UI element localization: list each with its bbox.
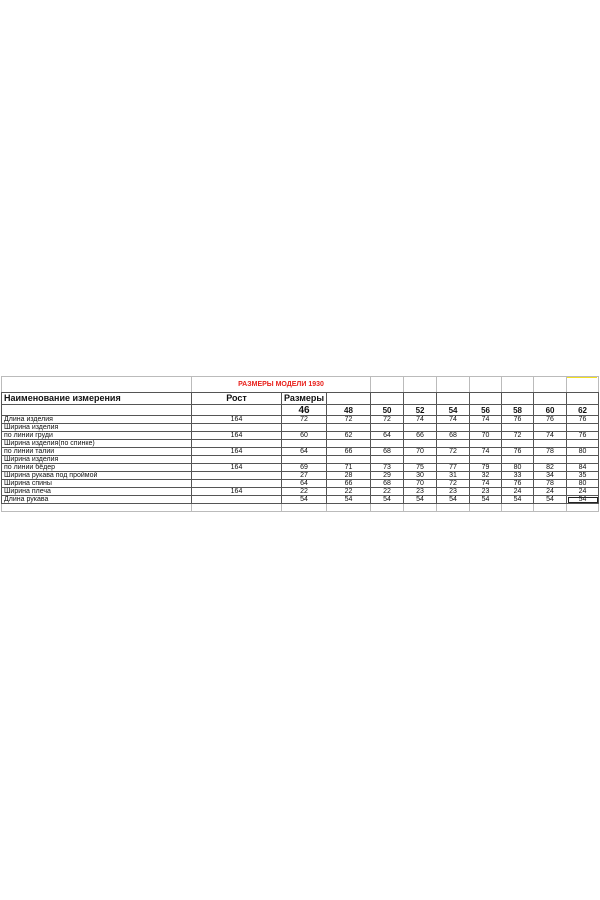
row-height[interactable]: 164 xyxy=(192,416,282,424)
value-cell[interactable]: 82 xyxy=(534,464,567,472)
value-cell[interactable]: 72 xyxy=(282,416,327,424)
cell[interactable] xyxy=(192,504,282,512)
value-cell[interactable] xyxy=(534,440,567,448)
cell[interactable] xyxy=(2,405,192,416)
value-cell[interactable]: 70 xyxy=(470,432,502,440)
size-header-7[interactable]: 60 xyxy=(534,405,567,416)
size-header-3[interactable]: 52 xyxy=(404,405,437,416)
size-header-1[interactable]: 48 xyxy=(327,405,371,416)
value-cell[interactable]: 23 xyxy=(404,488,437,496)
value-cell[interactable]: 24 xyxy=(502,488,534,496)
cell[interactable] xyxy=(2,504,192,512)
row-height[interactable] xyxy=(192,480,282,488)
sizes-row xyxy=(2,405,599,416)
value-cell[interactable]: 54 xyxy=(437,496,470,504)
table-row xyxy=(2,416,599,424)
value-cell[interactable]: 64 xyxy=(371,432,404,440)
value-cell[interactable] xyxy=(371,424,404,432)
value-cell[interactable]: 78 xyxy=(534,480,567,488)
table-row xyxy=(2,424,599,432)
table-row xyxy=(2,496,599,504)
value-cell[interactable] xyxy=(371,440,404,448)
value-cell[interactable] xyxy=(327,424,371,432)
cell[interactable] xyxy=(371,504,404,512)
row-label[interactable]: по линии груди xyxy=(2,432,192,440)
row-height[interactable] xyxy=(192,472,282,480)
value-cell[interactable] xyxy=(282,440,327,448)
value-cell[interactable]: 74 xyxy=(437,416,470,424)
table-row xyxy=(2,440,599,448)
value-cell[interactable] xyxy=(502,456,534,464)
cell[interactable] xyxy=(502,393,534,405)
value-cell[interactable]: 78 xyxy=(534,448,567,456)
value-cell[interactable] xyxy=(502,440,534,448)
row-label[interactable]: по линии бёдер xyxy=(2,464,192,472)
value-cell[interactable]: 73 xyxy=(371,464,404,472)
row-height[interactable]: 164 xyxy=(192,464,282,472)
size-header-4[interactable]: 54 xyxy=(437,405,470,416)
value-cell[interactable]: 72 xyxy=(437,448,470,456)
value-cell[interactable]: 22 xyxy=(371,488,404,496)
cell[interactable] xyxy=(192,405,282,416)
value-cell[interactable]: 54 xyxy=(567,496,599,504)
value-cell[interactable]: 76 xyxy=(502,416,534,424)
value-cell[interactable]: 27 xyxy=(282,472,327,480)
value-cell[interactable]: 54 xyxy=(502,496,534,504)
value-cell[interactable]: 80 xyxy=(502,464,534,472)
value-cell[interactable]: 35 xyxy=(567,472,599,480)
value-cell[interactable]: 76 xyxy=(502,480,534,488)
value-cell[interactable]: 31 xyxy=(437,472,470,480)
row-label[interactable]: Длина рукава xyxy=(2,496,192,504)
table-row xyxy=(2,488,599,496)
row-height[interactable] xyxy=(192,424,282,432)
value-cell[interactable] xyxy=(404,456,437,464)
row-label[interactable]: Длина изделия xyxy=(2,416,192,424)
value-cell[interactable] xyxy=(470,424,502,432)
table-row xyxy=(2,456,599,464)
value-cell[interactable] xyxy=(282,424,327,432)
value-cell[interactable] xyxy=(327,440,371,448)
table-row xyxy=(2,432,599,440)
value-cell[interactable]: 68 xyxy=(371,448,404,456)
size-header-8[interactable]: 62 xyxy=(567,405,599,416)
row-label[interactable]: Ширина рукава под проймой xyxy=(2,472,192,480)
value-cell[interactable]: 76 xyxy=(567,416,599,424)
table-row xyxy=(2,480,599,488)
row-label[interactable]: Ширина изделия(по спинке) xyxy=(2,440,192,448)
cell[interactable] xyxy=(437,393,470,405)
value-cell[interactable]: 79 xyxy=(470,464,502,472)
value-cell[interactable]: 69 xyxy=(282,464,327,472)
value-cell[interactable]: 80 xyxy=(567,448,599,456)
header-height[interactable]: Рост xyxy=(192,393,282,405)
value-cell[interactable]: 64 xyxy=(282,448,327,456)
cell[interactable] xyxy=(567,504,599,512)
value-cell[interactable]: 54 xyxy=(371,496,404,504)
row-height[interactable]: 164 xyxy=(192,488,282,496)
value-cell[interactable]: 22 xyxy=(327,488,371,496)
value-cell[interactable]: 74 xyxy=(470,416,502,424)
value-cell[interactable]: 62 xyxy=(327,432,371,440)
value-cell[interactable] xyxy=(404,440,437,448)
value-cell[interactable]: 70 xyxy=(404,480,437,488)
value-cell[interactable]: 33 xyxy=(502,472,534,480)
cell[interactable] xyxy=(327,504,371,512)
header-row xyxy=(2,393,599,405)
cell[interactable] xyxy=(470,393,502,405)
value-cell[interactable] xyxy=(282,456,327,464)
cell[interactable] xyxy=(567,393,599,405)
row-label[interactable]: Ширина спины xyxy=(2,480,192,488)
size-header-2[interactable]: 50 xyxy=(371,405,404,416)
row-height[interactable] xyxy=(192,456,282,464)
size-header-5[interactable]: 56 xyxy=(470,405,502,416)
cell[interactable] xyxy=(2,377,192,393)
value-cell[interactable] xyxy=(534,456,567,464)
value-cell[interactable]: 72 xyxy=(327,416,371,424)
value-cell[interactable]: 76 xyxy=(567,432,599,440)
value-cell[interactable]: 54 xyxy=(470,496,502,504)
empty-row xyxy=(2,504,599,512)
value-cell[interactable]: 29 xyxy=(371,472,404,480)
value-cell[interactable]: 32 xyxy=(470,472,502,480)
cell[interactable] xyxy=(371,393,404,405)
row-height[interactable]: 164 xyxy=(192,448,282,456)
value-cell[interactable]: 72 xyxy=(502,432,534,440)
value-cell[interactable]: 84 xyxy=(567,464,599,472)
value-cell[interactable]: 23 xyxy=(437,488,470,496)
cell[interactable] xyxy=(371,377,404,393)
value-cell[interactable]: 74 xyxy=(470,480,502,488)
value-cell[interactable]: 24 xyxy=(567,488,599,496)
size-header-6[interactable]: 58 xyxy=(502,405,534,416)
value-cell[interactable] xyxy=(567,456,599,464)
value-cell[interactable] xyxy=(534,424,567,432)
cell[interactable] xyxy=(437,377,470,393)
row-label[interactable]: Ширина изделия xyxy=(2,424,192,432)
value-cell[interactable]: 71 xyxy=(327,464,371,472)
value-cell[interactable] xyxy=(567,424,599,432)
value-cell[interactable]: 66 xyxy=(404,432,437,440)
value-cell[interactable] xyxy=(437,456,470,464)
value-cell[interactable]: 68 xyxy=(437,432,470,440)
row-height[interactable] xyxy=(192,496,282,504)
size-chart-sheet xyxy=(1,376,599,524)
value-cell[interactable]: 66 xyxy=(327,480,371,488)
value-cell[interactable]: 74 xyxy=(404,416,437,424)
value-cell[interactable]: 80 xyxy=(567,480,599,488)
header-sizes[interactable]: Размеры xyxy=(282,393,327,405)
cell[interactable] xyxy=(404,504,437,512)
row-label[interactable]: Ширина плеча xyxy=(2,488,192,496)
value-cell[interactable] xyxy=(470,456,502,464)
table-title[interactable]: РАЗМЕРЫ МОДЕЛИ 1930 xyxy=(192,377,371,393)
value-cell[interactable]: 60 xyxy=(282,432,327,440)
row-label[interactable]: Ширина изделия xyxy=(2,456,192,464)
value-cell[interactable]: 68 xyxy=(371,480,404,488)
value-cell[interactable]: 24 xyxy=(534,488,567,496)
value-cell[interactable]: 74 xyxy=(470,448,502,456)
table-row xyxy=(2,464,599,472)
cell[interactable] xyxy=(470,504,502,512)
value-cell[interactable]: 54 xyxy=(327,496,371,504)
value-cell[interactable]: 54 xyxy=(534,496,567,504)
value-cell[interactable]: 77 xyxy=(437,464,470,472)
table-row xyxy=(2,448,599,456)
value-cell[interactable]: 23 xyxy=(470,488,502,496)
value-cell[interactable]: 76 xyxy=(534,416,567,424)
cell[interactable] xyxy=(470,377,502,393)
value-cell[interactable]: 34 xyxy=(534,472,567,480)
value-cell[interactable]: 64 xyxy=(282,480,327,488)
cell[interactable] xyxy=(534,504,567,512)
cell[interactable] xyxy=(502,504,534,512)
cell[interactable] xyxy=(404,377,437,393)
header-measure[interactable]: Наименование измерения xyxy=(2,393,192,405)
cell[interactable] xyxy=(282,504,327,512)
value-cell[interactable] xyxy=(371,456,404,464)
value-cell[interactable]: 70 xyxy=(404,448,437,456)
value-cell[interactable] xyxy=(327,456,371,464)
value-cell[interactable]: 74 xyxy=(534,432,567,440)
value-cell[interactable]: 22 xyxy=(282,488,327,496)
size-table xyxy=(1,376,599,512)
value-cell[interactable]: 30 xyxy=(404,472,437,480)
size-header-0[interactable]: 46 xyxy=(282,405,327,416)
cell[interactable] xyxy=(567,377,599,393)
value-cell[interactable]: 54 xyxy=(282,496,327,504)
row-height[interactable]: 164 xyxy=(192,432,282,440)
value-cell[interactable] xyxy=(567,440,599,448)
value-cell[interactable]: 72 xyxy=(371,416,404,424)
value-cell[interactable]: 76 xyxy=(502,448,534,456)
cell[interactable] xyxy=(534,393,567,405)
value-cell[interactable]: 28 xyxy=(327,472,371,480)
value-cell[interactable] xyxy=(502,424,534,432)
value-cell[interactable]: 54 xyxy=(404,496,437,504)
table-row xyxy=(2,472,599,480)
row-height[interactable] xyxy=(192,440,282,448)
value-cell[interactable]: 66 xyxy=(327,448,371,456)
value-cell[interactable] xyxy=(470,440,502,448)
title-row xyxy=(2,377,599,393)
cell[interactable] xyxy=(502,377,534,393)
cell[interactable] xyxy=(534,377,567,393)
value-cell[interactable] xyxy=(437,424,470,432)
value-cell[interactable]: 72 xyxy=(437,480,470,488)
cell[interactable] xyxy=(404,393,437,405)
value-cell[interactable] xyxy=(437,440,470,448)
cell[interactable] xyxy=(327,393,371,405)
cell[interactable] xyxy=(437,504,470,512)
row-label[interactable]: по линии талии xyxy=(2,448,192,456)
value-cell[interactable]: 75 xyxy=(404,464,437,472)
value-cell[interactable] xyxy=(404,424,437,432)
